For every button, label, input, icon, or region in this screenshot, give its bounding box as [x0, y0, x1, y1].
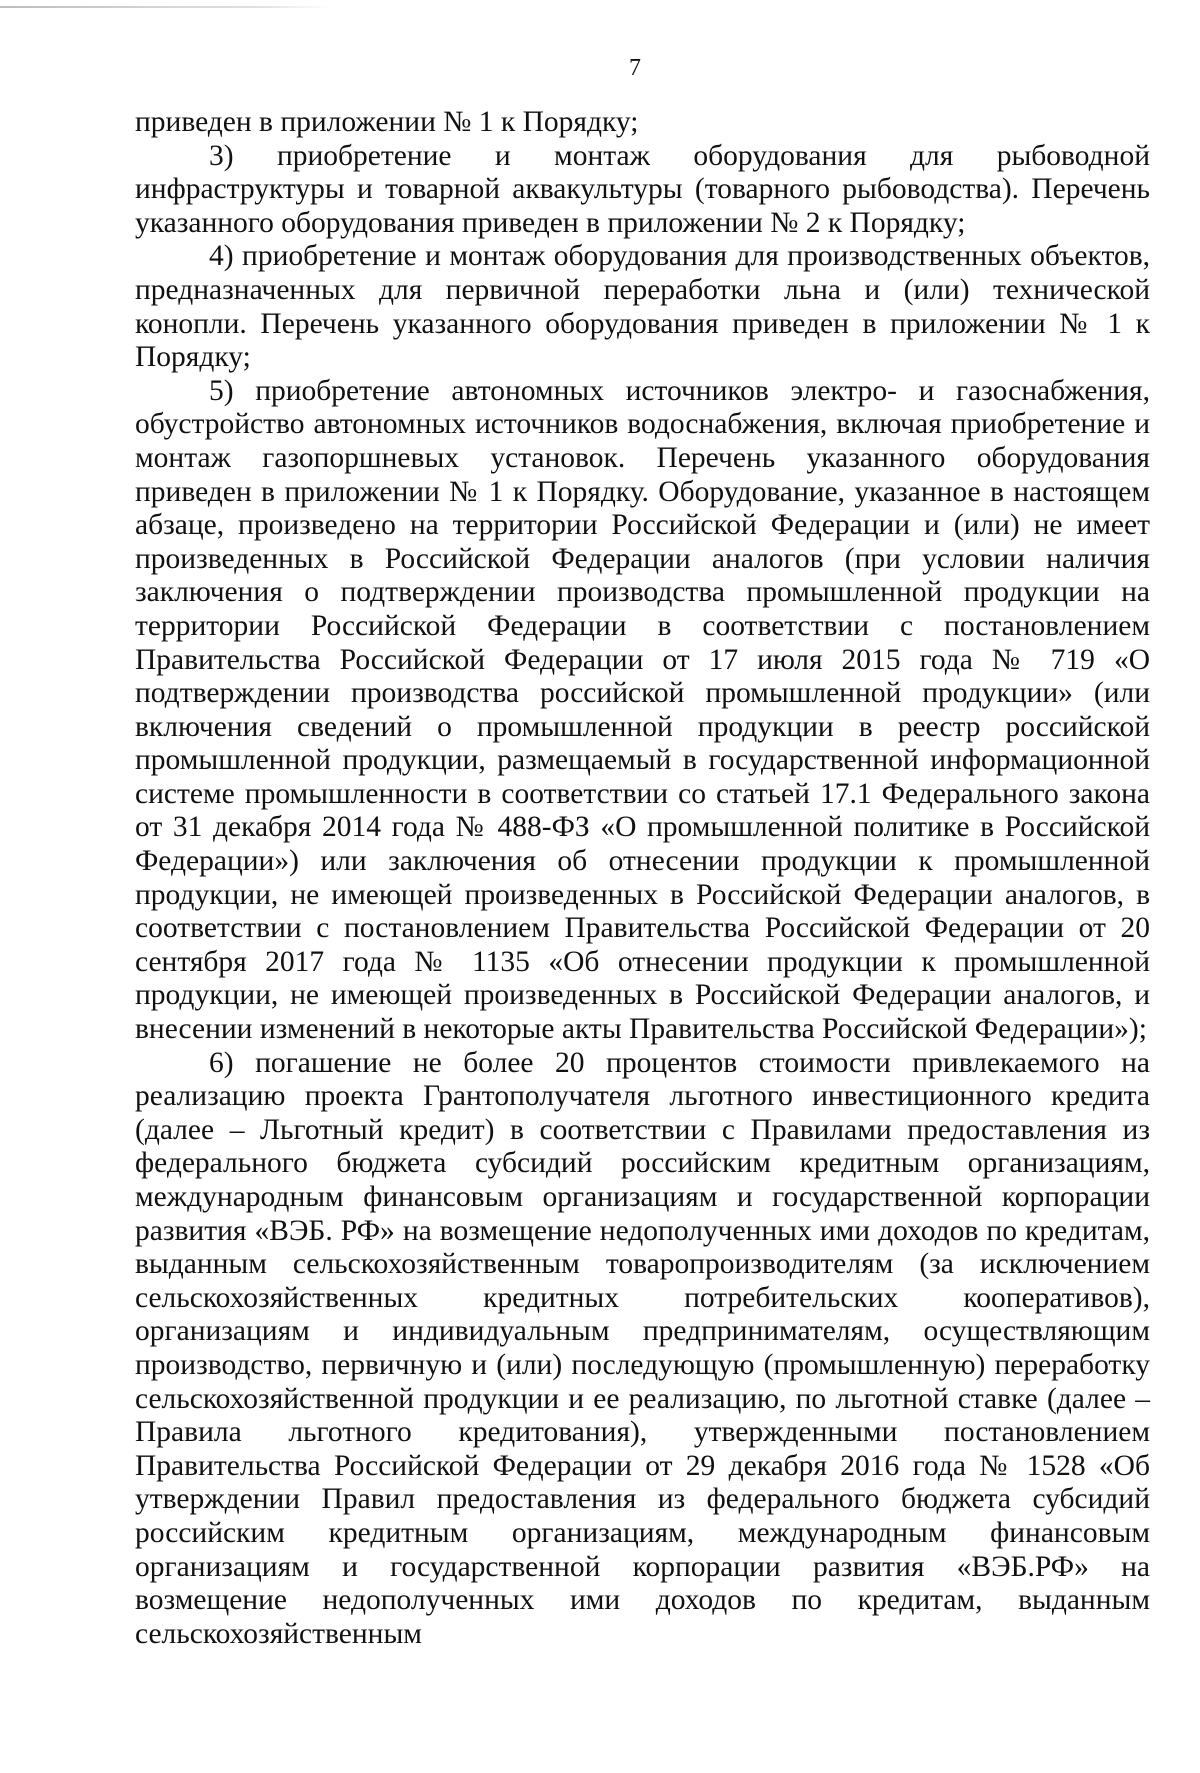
- paragraph-item-3: 3) приобретение и монтаж оборудования для рыбоводной инфраструктуры и товарной аквакультуры (товарного рыбоводства). Перечень указанного оборудования приведен в приложении № 2 к Порядку;: [135, 139, 1150, 239]
- page-number: 7: [629, 55, 641, 81]
- paragraph-continuation: приведен в приложении № 1 к Порядку;: [135, 106, 639, 138]
- paragraph-item-6: 6) погашение не более 20 процентов стоимости привлекаемого на реализацию проекта Грантополучателя льготного инвестиционного кредита (далее – Льготный кредит) в соответствии с Правилами предоставления из федерального бюджета субсидий российским кредитным организациям, международным финансовым организациям и государственной корпорации развития «ВЭБ. РФ» на возмещение недополученных ими доходов по кредитам, выданным сельскохозяйственным товаропроизводителям (за исключением сельскохозяйственных кредитных потребительских кооперативов), организациям и индивидуальным предпринимателям, осуществляющим производство, первичную и (или) последующую (промышленную) переработку сельскохозяйственной продукции и ее реализацию, по льготной ставке (далее – Правила льготного кредитования), утвержденными постановлением Правительства Российской Федерации от 29 декабря 2016 года № 1528 «Об утверждении Правил предоставления из федерального бюджета субсидий российским кредитным организациям, международным финансовым организациям и государственной корпорации развития «ВЭБ.РФ» на возмещение недополученных ими доходов по кредитам, выданным сельскохозяйственным: [135, 1046, 1150, 1650]
- paragraph-item-4: 4) приобретение и монтаж оборудования для производственных объектов, предназначенных для первичной переработки льна и (или) технической конопли. Перечень указанного оборудования приведен в приложении № 1 к Порядку;: [135, 240, 1150, 374]
- scan-edge-line: [0, 6, 330, 8]
- paragraph-item-5: 5) приобретение автономных источников электро- и газоснабжения, обустройство автономных источников водоснабжения, включая приобретение и монтаж газопоршневых установок. Перечень указанного оборудования приведен в приложении № 1 к Порядку. Оборудование, указанное в настоящем абзаце, произведено на территории Российской Федерации и (или) не имеет произведенных в Российской Федерации аналогов (при условии наличия заключения о подтверждении производства промышленной продукции на территории Российской Федерации в соответствии с постановлением Правительства Российской Федерации от 17 июля 2015 года № 719 «О подтверждении производства российской промышленной продукции» (или включения сведений о промышленной продукции в реестр российской промышленной продукции, размещаемый в государственной информационной системе промышленности в соответствии со статьей 17.1 Федерального закона от 31 декабря 2014 года № 488-ФЗ «О промышленной политике в Российской Федерации») или заключения об отнесении продукции к промышленной продукции, не имеющей произведенных в Российской Федерации аналогов, в соответствии с постановлением Правительства Российской Федерации от 20 сентября 2017 года № 1135 «Об отнесении продукции к промышленной продукции, не имеющей произведенных в Российской Федерации аналогов, и внесении изменений в некоторые акты Правительства Российской Федерации»);: [135, 374, 1150, 1046]
- document-body: [135, 106, 1150, 1651]
